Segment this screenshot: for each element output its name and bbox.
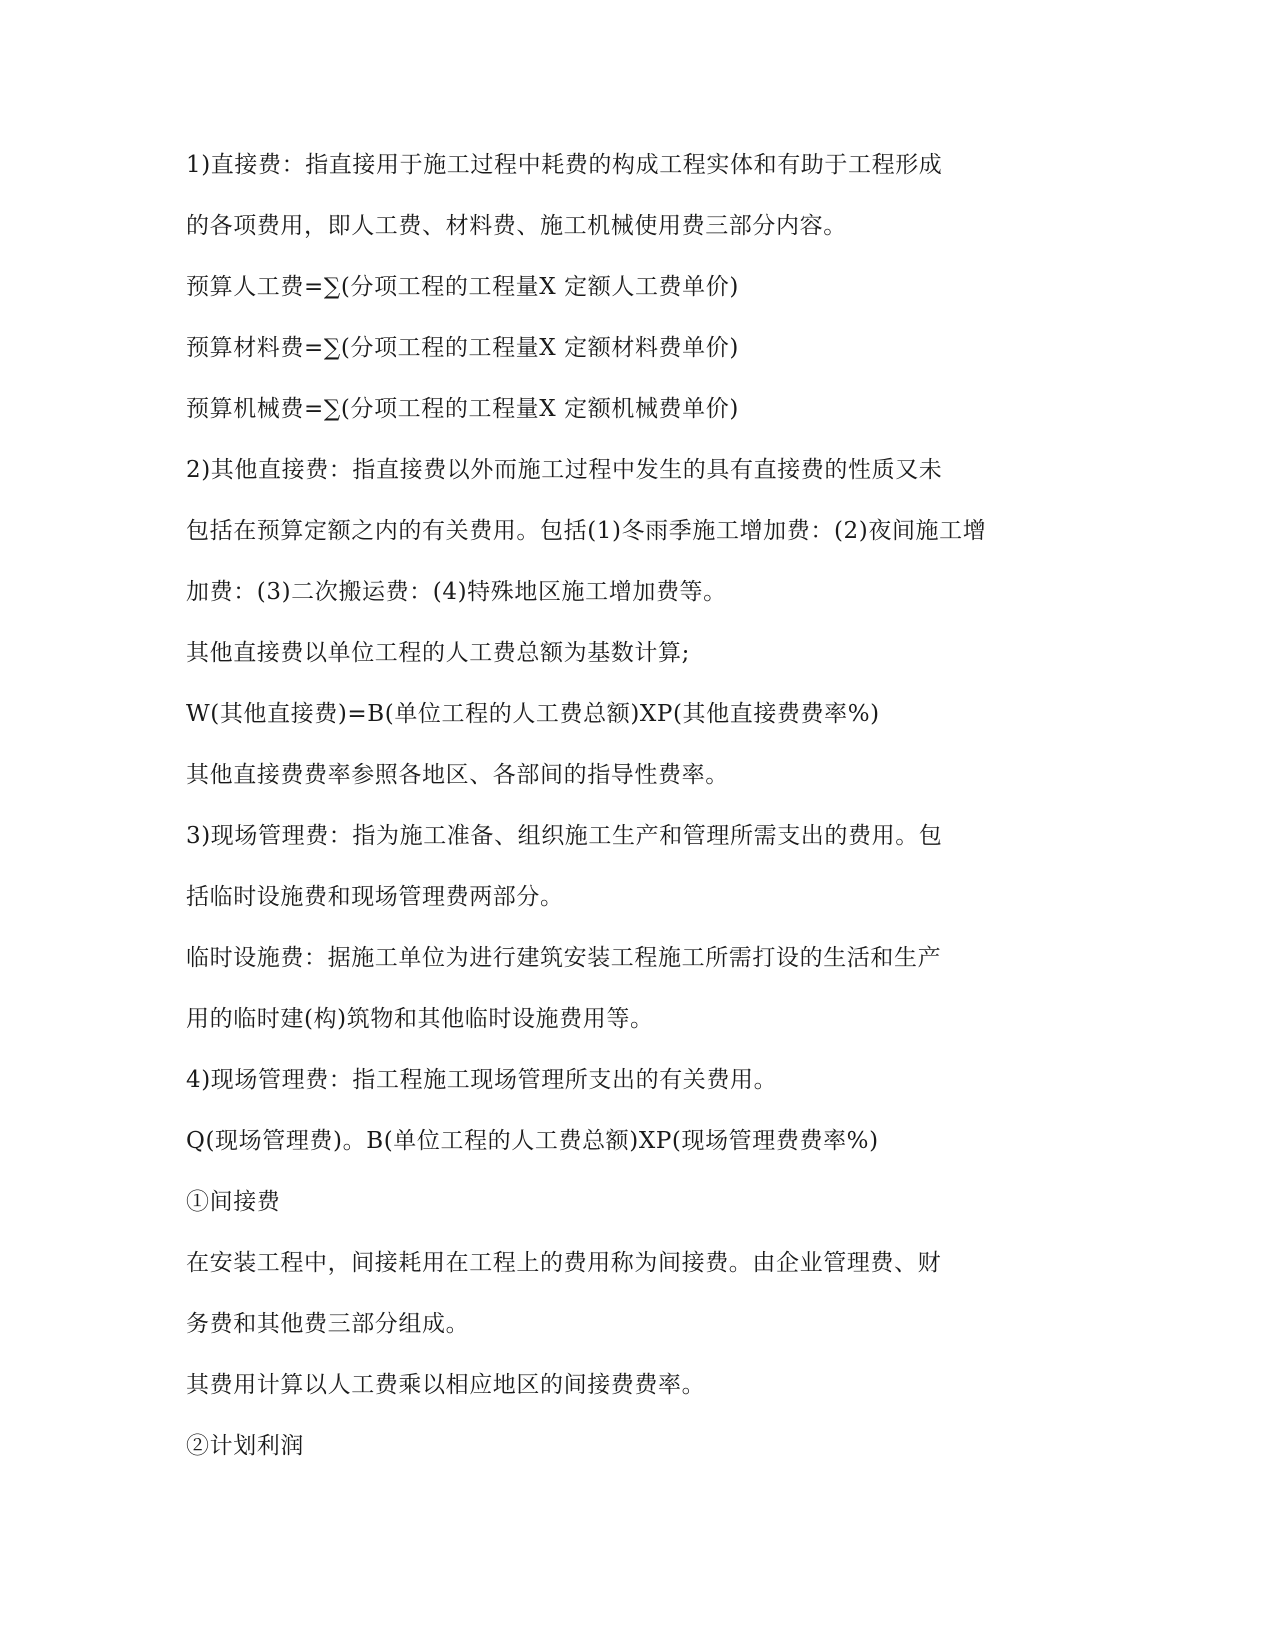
formula-line: W(其他直接费)=B(单位工程的人工费总额)XP(其他直接费费率%) bbox=[186, 701, 880, 727]
paragraph-line: 务费和其他费三部分组成。 bbox=[186, 1311, 470, 1337]
formula-line: Q(现场管理费)。B(单位工程的人工费总额)XP(现场管理费费率%) bbox=[186, 1128, 879, 1154]
paragraph-line: 的各项费用，即人工费、材料费、施工机械使用费三部分内容。 bbox=[186, 213, 847, 239]
section-heading: ①间接费 bbox=[186, 1189, 281, 1215]
formula-line: 预算材料费=∑(分项工程的工程量X 定额材料费单价) bbox=[186, 335, 739, 361]
paragraph-line: 3)现场管理费：指为施工准备、组织施工生产和管理所需支出的费用。包 bbox=[186, 823, 943, 849]
paragraph-line: 其他直接费费率参照各地区、各部间的指导性费率。 bbox=[186, 762, 729, 788]
paragraph-line: 临时设施费：据施工单位为进行建筑安装工程施工所需打设的生活和生产 bbox=[186, 945, 942, 971]
formula-line: 预算人工费=∑(分项工程的工程量X 定额人工费单价) bbox=[186, 274, 739, 300]
document-body bbox=[186, 143, 1046, 1485]
paragraph-line: 其费用计算以人工费乘以相应地区的间接费费率。 bbox=[186, 1372, 706, 1398]
paragraph-line: 在安装工程中，间接耗用在工程上的费用称为间接费。由企业管理费、财 bbox=[186, 1250, 942, 1276]
paragraph-line: 用的临时建(构)筑物和其他临时设施费用等。 bbox=[186, 1006, 654, 1032]
paragraph-line: 加费：(3)二次搬运费：(4)特殊地区施工增加费等。 bbox=[186, 579, 727, 605]
paragraph-line: 包括在预算定额之内的有关费用。包括(1)冬雨季施工增加费：(2)夜间施工增 bbox=[186, 518, 987, 544]
paragraph-line: 其他直接费以单位工程的人工费总额为基数计算; bbox=[186, 640, 690, 666]
section-heading: ②计划利润 bbox=[186, 1433, 304, 1459]
formula-line: 预算机械费=∑(分项工程的工程量X 定额机械费单价) bbox=[186, 396, 739, 422]
paragraph-line: 1)直接费：指直接用于施工过程中耗费的构成工程实体和有助于工程形成 bbox=[186, 152, 943, 178]
paragraph-line: 4)现场管理费：指工程施工现场管理所支出的有关费用。 bbox=[186, 1067, 778, 1093]
paragraph-line: 2)其他直接费：指直接费以外而施工过程中发生的具有直接费的性质又未 bbox=[186, 457, 943, 483]
paragraph-line: 括临时设施费和现场管理费两部分。 bbox=[186, 884, 564, 910]
